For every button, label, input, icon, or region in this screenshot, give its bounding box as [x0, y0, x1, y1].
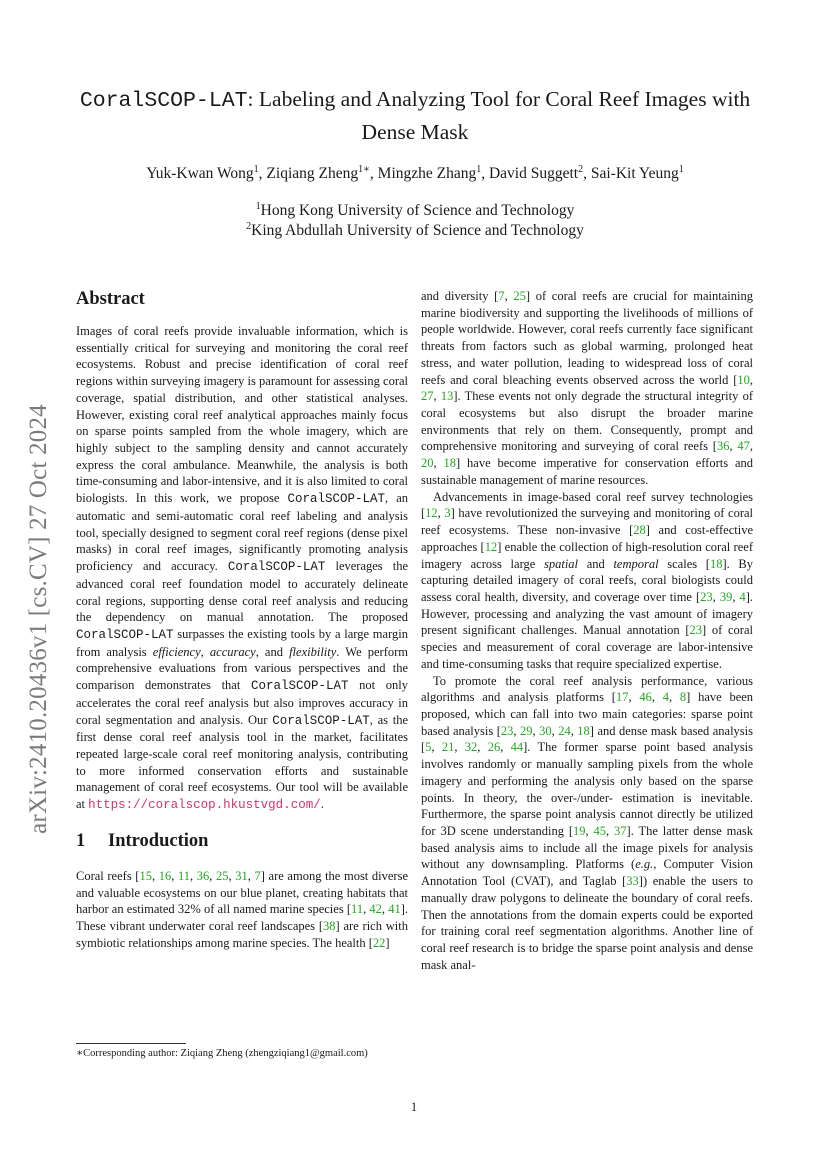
citation-link[interactable]: 7 — [498, 289, 505, 303]
citation-link[interactable]: 27 — [421, 389, 434, 404]
introduction-paragraph-1 — [76, 868, 408, 952]
affiliation-name: Hong Kong University of Science and Technology — [260, 202, 575, 219]
author-name: David Suggett — [488, 165, 579, 182]
text-run: , — [749, 372, 753, 387]
citation-link[interactable]: 21 — [441, 740, 455, 755]
author-affiliation-mark: 1 — [253, 163, 259, 175]
text-run: , and — [255, 644, 290, 659]
citation-link[interactable]: 33 — [626, 874, 639, 889]
text-run: ] and dense mask based analysis [ — [421, 723, 753, 755]
text-run: , — [729, 439, 738, 454]
text-run: , — [732, 589, 740, 604]
text-run: , — [570, 723, 578, 738]
text-run: , — [628, 690, 640, 705]
tool-name: CoralSCOP-LAT — [76, 627, 174, 642]
citation-link[interactable]: 31 — [235, 868, 248, 883]
citation-link[interactable]: 18 — [709, 556, 723, 571]
citation-link[interactable]: 42 — [369, 902, 382, 917]
citation-link[interactable]: 5 — [425, 740, 432, 755]
citation-link[interactable]: 25 — [513, 289, 526, 303]
citation-link[interactable]: 11 — [351, 902, 364, 917]
text-run: ] are rich with symbiotic relationships among marine species. The health [ — [76, 919, 409, 950]
citation-link[interactable]: 28 — [633, 523, 646, 538]
text-run: , — [433, 389, 441, 404]
text-run: not only accelerates the coral reef analysis but also improves accuracy in coral segmentation and analysis. Our — [76, 678, 408, 727]
citation-link[interactable]: 17 — [615, 690, 629, 705]
citation-link[interactable]: 30 — [539, 723, 552, 738]
citation-link[interactable]: 10 — [737, 372, 750, 387]
tool-name: CoralSCOP-LAT — [272, 713, 370, 728]
author-affiliation-mark: 2 — [578, 163, 584, 175]
text-run: , — [171, 868, 178, 883]
text-run: ]. These events not only degrade the structural integrity of coral ecosystems but also disrupt the broader marine environments that rely on them. Consequently, prompt and comprehensive monitoring and surveying of coral reefs [ — [421, 389, 753, 454]
affiliation-mark: 1 — [255, 200, 261, 212]
text-run: , — [431, 740, 442, 755]
emphasis-text: efficiency — [152, 644, 201, 659]
text-run: Advancements in image-based coral reef survey technologies [ — [421, 489, 753, 521]
project-url-link[interactable]: https://coralscop.hkustvgd.com/ — [88, 798, 321, 813]
emphasis-text: temporal — [613, 556, 659, 571]
emphasis-text: spatial — [543, 556, 579, 571]
text-run: ] and cost-effective approaches [ — [421, 523, 753, 554]
introduction-paragraph-4 — [421, 673, 753, 974]
text-run: ]. However, processing and analyzing the vast amount of imagery present significant challenges. Manual annotation [ — [421, 589, 754, 638]
section-title: Introduction — [108, 830, 209, 851]
right-column — [421, 288, 753, 973]
author — [146, 165, 258, 182]
text-run: surpasses the existing tools by a large margin from analysis — [76, 626, 408, 659]
citation-link[interactable]: 18 — [577, 723, 590, 738]
citation-link[interactable]: 4 — [739, 589, 746, 604]
citation-link[interactable]: 4 — [662, 690, 669, 705]
text-run: scales [ — [658, 556, 710, 571]
text-run: , — [200, 644, 210, 659]
text-run: , — [363, 902, 370, 917]
citation-link[interactable]: 29 — [519, 723, 533, 738]
paper-title — [70, 84, 760, 148]
citation-link[interactable]: 16 — [158, 868, 172, 883]
text-run: , — [209, 868, 217, 883]
citation-link[interactable]: 20 — [421, 456, 434, 471]
text-run: To promote the coral reef analysis performance, various algorithms and analysis platforms [ — [421, 673, 753, 705]
affiliation-mark: 2 — [246, 220, 252, 232]
citation-link[interactable]: 39 — [719, 589, 733, 604]
emphasis-text: accuracy — [209, 644, 256, 659]
introduction-paragraph-3 — [421, 489, 753, 673]
citation-link[interactable]: 45 — [593, 824, 607, 838]
citation-link[interactable]: 24 — [558, 723, 571, 738]
tool-name: CoralSCOP-LAT — [227, 560, 326, 575]
author-name: Ziqiang Zheng — [266, 165, 359, 182]
citation-link[interactable]: 47 — [737, 439, 750, 454]
affiliation — [70, 221, 760, 241]
citation-link[interactable]: 12 — [484, 539, 498, 554]
citation-link[interactable]: 11 — [177, 868, 191, 883]
citation-link[interactable]: 13 — [440, 389, 454, 404]
text-run: leverages the advanced coral reef foundation model to accurately delineate coral regions, supporting dense coral reef analysis and reducing the dependency on manual annotation. The proposed — [76, 559, 408, 625]
left-column — [76, 288, 408, 951]
text-run: and diversity [ — [421, 289, 499, 303]
author-name: Yuk-Kwan Wong — [146, 165, 254, 182]
text-run: , — [712, 589, 720, 604]
footnote: ∗Corresponding author: Ziqiang Zheng (zhengziqiang1@gmail.com) — [76, 1048, 368, 1059]
author-affiliation-mark: 1 — [678, 163, 684, 175]
text-run: Coral reefs [ — [76, 868, 140, 883]
citation-link[interactable]: 23 — [689, 623, 702, 638]
citation-link[interactable]: 46 — [639, 690, 652, 705]
text-run: ] of coral reefs are crucial for maintaining marine biodiversity and supporting the livelihoods of millions of people worldwide. However, coral reefs currently face significant threats from factors such as global warming, prolonged heat stress, and water pollution, leading to widespread loss of coral reefs and coral bleaching events observed across the world [ — [421, 289, 754, 387]
arxiv-identifier: arXiv:2410.20436v1 [cs.CV] 27 Oct 2024 — [25, 404, 52, 834]
title-tool-name: CoralSCOP-LAT — [79, 89, 248, 113]
citation-link[interactable]: 32 — [464, 740, 478, 755]
text-run: ] have revolutionized the surveying and monitoring of coral reef ecosystems. These non-invasive [ — [421, 506, 753, 538]
abstract-text — [76, 323, 408, 814]
introduction-paragraph-2 — [421, 288, 753, 489]
author-name: Mingzhe Zhang — [377, 165, 477, 182]
section-number: 1 — [76, 830, 86, 851]
tool-name: CoralSCOP-LAT — [287, 492, 386, 507]
text-run: , — [477, 740, 488, 755]
text-run: , as the first dense coral reef analysis tool in the market, facilitates repeated large-scale coral reef monitoring analysis, contributing to more informed conservation efforts and sustainable management of coral reef ecosystems. Our tool will be available at — [76, 712, 408, 812]
footnote-rule — [76, 1043, 186, 1044]
text-run: , — [454, 740, 465, 755]
text-run: , — [381, 902, 389, 917]
affiliation — [70, 201, 760, 221]
text-run: ] have been proposed, which can fall into two main categories: sparse point based analysis [ — [421, 690, 754, 738]
citation-link[interactable]: 3 — [444, 506, 451, 521]
citation-link[interactable]: 37 — [614, 824, 627, 838]
text-run: , — [247, 868, 255, 883]
citation-link[interactable]: 26 — [487, 740, 501, 755]
text-run: , — [551, 723, 559, 738]
emphasis-text: flexibility — [289, 644, 337, 659]
citation-link[interactable]: 7 — [254, 868, 261, 883]
author — [378, 165, 482, 182]
text-run: ] enable the collection of high-resolution coral reef imagery across large — [421, 539, 753, 571]
affiliation-name: King Abdullah University of Science and Technology — [251, 222, 584, 239]
author — [489, 165, 583, 182]
text-run: . We perform comprehensive evaluations from various perspectives and the comparison demonstrates that — [76, 644, 408, 693]
text-run: Images of coral reefs provide invaluable information, which is essentially critical for surveying and monitoring the coral reef ecosystems. Robust and precise identification of coral reef regions within surveying imagery is paramount for assessing coral coverage, spatial distribution, and other statistical analyses. However, existing coral reef analytical approaches mainly focus on sparse points sampled from the whole imagery, which are highly subject to the sampling density and cannot accurately express the coral ambulance. Meanwhile, the analysis is both time-consuming and labor-intensive, and it is also limited to coral biologists. In this work, we propose — [76, 324, 408, 506]
text-run: , Computer Vision Annotation Tool (CVAT), and Taglab [ — [421, 857, 753, 889]
citation-link[interactable]: 15 — [139, 868, 152, 883]
citation-link[interactable]: 38 — [323, 919, 336, 933]
author-list: Yuk-Kwan Wong$^1$, Ziqiang Zheng$^{1∗}$, Mingzhe Zhang$^1$, David Suggett$^2$, Sai-Kit Yeung$^1$ — [146, 163, 684, 182]
citation-link[interactable]: 36 — [716, 439, 730, 454]
text-run: and — [578, 556, 614, 571]
citation-link[interactable]: 44 — [510, 740, 524, 755]
author — [266, 165, 369, 182]
arxiv-stamp — [24, 362, 54, 876]
text-run: , — [437, 506, 445, 521]
text-run: , — [151, 868, 159, 883]
citation-link[interactable]: 23 — [700, 589, 713, 604]
citation-link[interactable]: 12 — [425, 506, 438, 521]
text-run: , — [606, 824, 615, 838]
text-run: , — [532, 723, 540, 738]
text-run: , — [228, 868, 236, 883]
text-run: ] have become imperative for conservation efforts and sustainable management of marine resources. — [421, 456, 754, 487]
text-run: ]. By capturing detailed imagery of coral reefs, coral biologists could assess coral health, diversity, and coverage over time [ — [421, 556, 754, 604]
text-run: , — [749, 439, 753, 454]
citation-link[interactable]: 41 — [388, 902, 401, 917]
text-run: ]. The former sparse point based analysis involves randomly or manually sampling pixels from the whole imagery and performing the analysis only based on the sparse points. In theory, the over-/under- estimation is inevitable. Furthermore, the sparse point analysis cannot directly be utilized for 3D scene understanding [ — [421, 740, 754, 838]
abstract-heading: Abstract — [76, 289, 145, 309]
citation-link[interactable]: 8 — [679, 690, 687, 705]
text-run: , — [190, 868, 197, 883]
emphasis-text: e.g. — [635, 857, 654, 872]
text-run: ]) enable the users to manually draw polygons to delineate the boundary of coral reefs. Then the annotations from the domain experts could be exported for training coral reef segmentation algorithms. Another line of coral reef research is to bridge the sparse point analysis and dense mask anal- — [421, 874, 753, 972]
text-run: ]. The latter dense mask based analysis aims to include all the image pixels for analysis without any downsampling. Platforms ( — [421, 824, 754, 872]
text-run: ] — [385, 935, 390, 950]
text-run: ]. These vibrant underwater coral reef landscapes [ — [76, 902, 409, 933]
citation-link[interactable]: 19 — [573, 824, 586, 838]
text-run: , — [433, 456, 444, 471]
text-run: ] of coral species and measurement of coral coverage are labor-intensive and time-consuming tasks that require specialized expertise. — [421, 623, 753, 671]
citation-link[interactable]: 18 — [443, 456, 456, 471]
author-name: Sai-Kit Yeung — [590, 165, 679, 182]
text-run: ] are among the most diverse and valuable ecosystems on our blue planet, creating habitats that harbor an estimated 32% of all named marine species [ — [76, 868, 408, 917]
citation-link[interactable]: 23 — [500, 723, 514, 738]
author-affiliation-mark: 1 — [476, 163, 482, 175]
citation-link[interactable]: 22 — [372, 935, 386, 950]
title-rest: : Labeling and Analyzing Tool for Coral Reef Images with Dense Mask — [247, 87, 751, 144]
citation-link[interactable]: 36 — [196, 868, 210, 883]
text-run: . — [320, 797, 324, 812]
affiliation-list — [70, 201, 760, 241]
citation-link[interactable]: 25 — [216, 868, 229, 883]
text-run: , — [651, 690, 663, 705]
text-run: , — [513, 723, 520, 738]
author — [591, 165, 684, 182]
introduction-heading — [76, 830, 408, 852]
text-run: , — [669, 690, 680, 705]
page-number: 1 — [410, 1100, 418, 1114]
text-run: , an automatic and semi-automatic coral reef labeling and analysis tool, specially designed to segment coral reef regions (dense pixel masks) in coral reef images, significantly promoting analysis proficiency and accuracy. — [76, 491, 408, 574]
tool-name: CoralSCOP-LAT — [250, 679, 349, 694]
author-affiliation-mark: 1∗ — [358, 163, 370, 175]
text-run: , — [500, 740, 511, 755]
text-run: , — [585, 824, 594, 838]
text-run: , — [504, 289, 514, 303]
